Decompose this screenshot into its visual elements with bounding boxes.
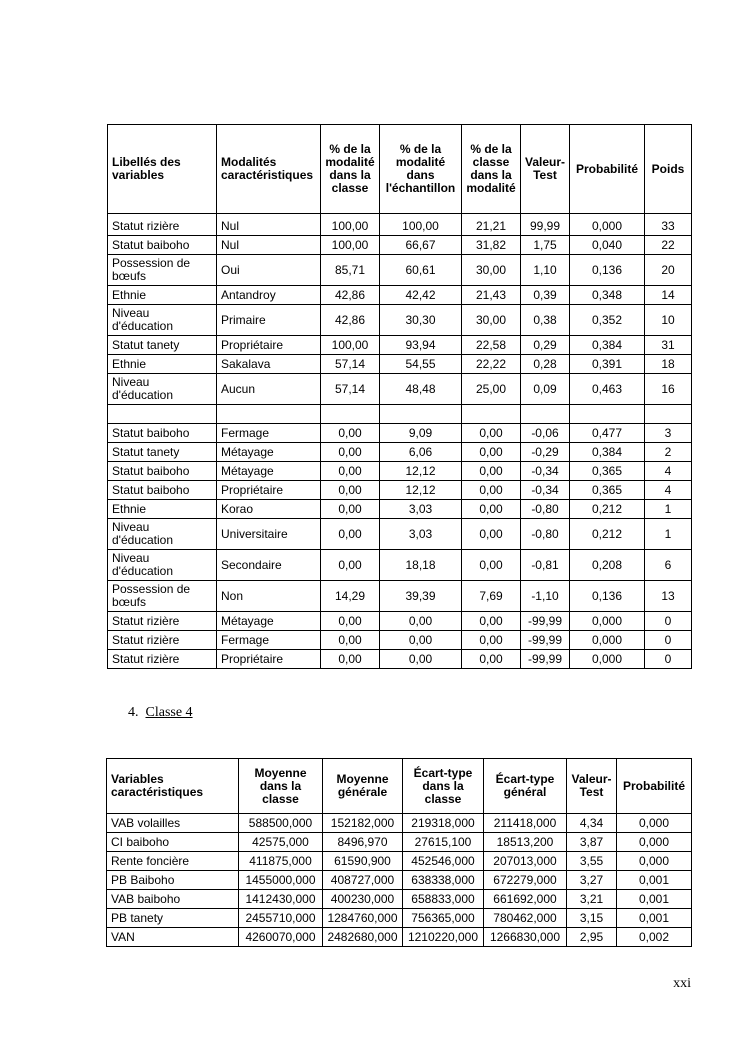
table-cell: 0,000 [570,214,645,236]
table-cell: Oui [217,255,321,286]
table-cell: -0,06 [521,424,570,443]
table-row [108,305,692,336]
table-cell: 0,391 [570,355,645,374]
table-cell: 2455710,000 [239,909,323,928]
table-cell: VAN [107,928,239,947]
table-cell: 3,27 [567,871,617,890]
table-cell: Statut baiboho [108,481,217,500]
table-row [107,928,692,947]
table-cell: 0,38 [521,305,570,336]
table-cell: 0,040 [570,236,645,255]
table-cell: PB Baiboho [107,871,239,890]
table-cell: 100,00 [321,336,380,355]
table-cell: 22,22 [462,355,521,374]
table-cell: 0,000 [617,852,692,871]
table-cell: -0,29 [521,443,570,462]
table-cell: -0,81 [521,550,570,581]
table-cell: 0,00 [462,631,521,650]
table-cell: 0,00 [321,631,380,650]
table-cell: 13 [645,581,692,612]
table-cell: Korao [217,500,321,519]
table-row [107,833,692,852]
table-row [108,612,692,631]
table-cell: 33 [645,214,692,236]
table-cell: 0,352 [570,305,645,336]
table-cell: -0,34 [521,462,570,481]
column-header: Valeur-Test [567,759,617,814]
table-cell: 0,29 [521,336,570,355]
table-cell: Possession de bœufs [108,581,217,612]
table-cell: 93,94 [380,336,462,355]
table-row [108,355,692,374]
table-cell: 0,477 [570,424,645,443]
table-cell: Sakalava [217,355,321,374]
table-cell: 18 [645,355,692,374]
table-cell: 66,67 [380,236,462,255]
table-cell: 0,000 [617,833,692,852]
spacer-row [108,405,692,424]
table-cell: VAB volailles [107,814,239,833]
table-cell: 0,00 [321,650,380,669]
table-cell: 400230,000 [323,890,403,909]
table-cell [645,405,692,424]
table-cell: Secondaire [217,550,321,581]
table-cell: 4260070,000 [239,928,323,947]
table-cell: 0,00 [380,612,462,631]
table-cell: 18,18 [380,550,462,581]
table-cell: 0,00 [462,500,521,519]
table-cell: Primaire [217,305,321,336]
table-cell: 27615,100 [403,833,484,852]
table-cell [108,405,217,424]
table-cell: 54,55 [380,355,462,374]
table-row [108,336,692,355]
table-cell: 48,48 [380,374,462,405]
table-cell: -0,80 [521,519,570,550]
table-cell: 0 [645,650,692,669]
table-cell: 0,212 [570,519,645,550]
table-row [108,443,692,462]
table-cell: 658833,000 [403,890,484,909]
table-cell: 22 [645,236,692,255]
table-cell: Aucun [217,374,321,405]
table-cell: 10 [645,305,692,336]
class-4-variables-table [106,758,692,947]
table-cell: CI baiboho [107,833,239,852]
table-cell: 0,00 [462,462,521,481]
table-cell: -1,10 [521,581,570,612]
table-cell: Antandroy [217,286,321,305]
table-cell: 0,365 [570,462,645,481]
table-cell: 0,00 [321,550,380,581]
table-cell: Statut tanety [108,443,217,462]
table-row [108,214,692,236]
table-cell: -99,99 [521,631,570,650]
column-header: Écart-type dans la classe [403,759,484,814]
table-cell: 6,06 [380,443,462,462]
table-cell: 0,39 [521,286,570,305]
table-cell: 42,42 [380,286,462,305]
column-header: % de la classe dans la modalité [462,125,521,214]
column-header: Probabilité [617,759,692,814]
table-header-row [108,125,692,214]
table-cell: Nul [217,236,321,255]
table-cell: 207013,000 [484,852,567,871]
table-cell: 57,14 [321,355,380,374]
table-cell: 756365,000 [403,909,484,928]
table-cell: 4,34 [567,814,617,833]
table-cell: 0,00 [321,424,380,443]
table-cell: Statut rizière [108,631,217,650]
table-cell: PB tanety [107,909,239,928]
table-cell: 3,15 [567,909,617,928]
table-cell: Niveau d'éducation [108,305,217,336]
table-cell: 12,12 [380,462,462,481]
table-cell: 672279,000 [484,871,567,890]
table-row [107,909,692,928]
column-header: Modalités caractéristiques [217,125,321,214]
table-cell: 219318,000 [403,814,484,833]
table-cell: 0,00 [321,500,380,519]
table-cell: 42,86 [321,305,380,336]
column-header: Écart-type général [484,759,567,814]
table-cell [321,405,380,424]
table-cell: 85,71 [321,255,380,286]
table-cell: 411875,000 [239,852,323,871]
table-cell: Universitaire [217,519,321,550]
class-3-modalities-table [107,124,692,669]
table-cell: Possession de bœufs [108,255,217,286]
table-cell: 100,00 [380,214,462,236]
table-cell: 7,69 [462,581,521,612]
table-row [108,424,692,443]
table-cell: 0,384 [570,443,645,462]
table-cell [380,405,462,424]
table-cell: Non [217,581,321,612]
table-row [108,481,692,500]
table-cell: Statut rizière [108,650,217,669]
table-cell: 0,000 [570,650,645,669]
table-cell: 1 [645,500,692,519]
table-cell: 60,61 [380,255,462,286]
table-cell: Propriétaire [217,336,321,355]
table-cell: 0,384 [570,336,645,355]
table-cell: 1266830,000 [484,928,567,947]
table-cell: 0,001 [617,909,692,928]
table-cell: 0,348 [570,286,645,305]
column-header: Libellés des variables [108,125,217,214]
table-cell: 0,136 [570,581,645,612]
table-cell: 6 [645,550,692,581]
table-cell: 30,00 [462,255,521,286]
table-row [107,871,692,890]
table-cell: Niveau d'éducation [108,374,217,405]
table-cell: 0 [645,612,692,631]
table-cell: -99,99 [521,650,570,669]
table-cell: 0,208 [570,550,645,581]
table-cell: 3,21 [567,890,617,909]
table-cell: 21,21 [462,214,521,236]
table-row [108,581,692,612]
table-row [108,236,692,255]
table-header-row [107,759,692,814]
table-row [108,519,692,550]
table-cell: 1 [645,519,692,550]
table-cell: 1,75 [521,236,570,255]
table-cell: Statut baiboho [108,236,217,255]
table-cell: 0,28 [521,355,570,374]
table-cell: 1455000,000 [239,871,323,890]
table-cell: Métayage [217,462,321,481]
table-cell: 1284760,000 [323,909,403,928]
table-row [107,852,692,871]
table-cell [570,405,645,424]
table-cell: Ethnie [108,500,217,519]
table-cell: 2,95 [567,928,617,947]
table-cell: 9,09 [380,424,462,443]
table-cell: -0,34 [521,481,570,500]
table-cell: 20 [645,255,692,286]
table-cell: 408727,000 [323,871,403,890]
table-cell: 3,03 [380,500,462,519]
table-cell: 0,463 [570,374,645,405]
table-cell: Métayage [217,612,321,631]
table-cell: 0,000 [570,631,645,650]
table-cell: 0,00 [462,612,521,631]
table-cell: 3,87 [567,833,617,852]
table-row [107,814,692,833]
table-cell: 2 [645,443,692,462]
table-cell: 22,58 [462,336,521,355]
table-cell: Nul [217,214,321,236]
table-cell: 30,00 [462,305,521,336]
table-cell: -99,99 [521,612,570,631]
table-cell: 0,000 [617,814,692,833]
table-row [108,500,692,519]
table-cell: Statut tanety [108,336,217,355]
table-cell: 211418,000 [484,814,567,833]
table-cell: VAB baiboho [107,890,239,909]
table-cell: 3,55 [567,852,617,871]
table-cell: 100,00 [321,236,380,255]
table-cell: 99,99 [521,214,570,236]
table-cell: 4 [645,481,692,500]
table-cell: 18513,200 [484,833,567,852]
table-cell: Fermage [217,631,321,650]
table-cell: 0,00 [462,650,521,669]
table-cell: 0,212 [570,500,645,519]
table-cell: 0,000 [570,612,645,631]
table-cell: Niveau d'éducation [108,550,217,581]
table-cell: 1210220,000 [403,928,484,947]
table-cell: 3 [645,424,692,443]
table-cell: 0,00 [321,612,380,631]
table-cell: 30,30 [380,305,462,336]
table-cell: Propriétaire [217,650,321,669]
section-number: 4. [128,705,139,720]
table-row [108,550,692,581]
table-cell: 452546,000 [403,852,484,871]
table-cell: 780462,000 [484,909,567,928]
table-cell: 588500,000 [239,814,323,833]
table-cell: 14 [645,286,692,305]
table-cell: 0,00 [321,519,380,550]
table-cell: Statut baiboho [108,424,217,443]
table-cell: Statut baiboho [108,462,217,481]
table-cell: 31,82 [462,236,521,255]
table-cell: 638338,000 [403,871,484,890]
column-header: Moyenne générale [323,759,403,814]
table-cell: 8496,970 [323,833,403,852]
table-cell: 0,00 [321,462,380,481]
table-cell: 0,136 [570,255,645,286]
table-cell: 42575,000 [239,833,323,852]
table-row [108,631,692,650]
table-cell: 152182,000 [323,814,403,833]
table-cell: 0,00 [462,550,521,581]
table-row [107,890,692,909]
table-cell: 0,001 [617,890,692,909]
table-cell: 12,12 [380,481,462,500]
table-cell: 0 [645,631,692,650]
table-cell: 0,00 [462,481,521,500]
table-cell: 0,00 [462,519,521,550]
column-header: Probabilité [570,125,645,214]
table-cell: 0,002 [617,928,692,947]
table-row [108,286,692,305]
table-cell: 0,001 [617,871,692,890]
table-cell: 4 [645,462,692,481]
table-cell: 0,00 [462,424,521,443]
table-cell: 0,00 [380,631,462,650]
table-cell: 0,00 [380,650,462,669]
table-cell: 0,365 [570,481,645,500]
table-cell: 14,29 [321,581,380,612]
table-cell: Métayage [217,443,321,462]
table-cell: Statut rizière [108,214,217,236]
column-header: Poids [645,125,692,214]
table-cell: 1,10 [521,255,570,286]
table-cell: Ethnie [108,355,217,374]
table-cell: 25,00 [462,374,521,405]
table-cell: 0,00 [321,443,380,462]
table-cell: 661692,000 [484,890,567,909]
table-cell [462,405,521,424]
table-row [108,462,692,481]
table-cell: 3,03 [380,519,462,550]
table-cell: Propriétaire [217,481,321,500]
table-cell: Fermage [217,424,321,443]
table-cell [217,405,321,424]
column-header: Valeur-Test [521,125,570,214]
table-cell: 57,14 [321,374,380,405]
table-cell: 31 [645,336,692,355]
column-header: Moyenne dans la classe [239,759,323,814]
section-title: Classe 4 [145,705,193,720]
column-header: % de la modalité dans la classe [321,125,380,214]
table-cell: 100,00 [321,214,380,236]
table-cell: 2482680,000 [323,928,403,947]
table-cell: 1412430,000 [239,890,323,909]
table-cell: 39,39 [380,581,462,612]
table-cell: Niveau d'éducation [108,519,217,550]
table-cell: 61590,900 [323,852,403,871]
table-cell: 0,00 [321,481,380,500]
page-number: xxi [673,976,691,991]
table-cell: 0,09 [521,374,570,405]
table-row [108,255,692,286]
table-cell: Statut rizière [108,612,217,631]
table-row [108,374,692,405]
table-cell [521,405,570,424]
table-cell: Rente foncière [107,852,239,871]
table-cell: 16 [645,374,692,405]
table-cell: 42,86 [321,286,380,305]
table-cell: Ethnie [108,286,217,305]
table-row [108,650,692,669]
column-header: % de la modalité dans l'échantillon [380,125,462,214]
table-cell: -0,80 [521,500,570,519]
table-cell: 21,43 [462,286,521,305]
table-cell: 0,00 [462,443,521,462]
section-heading [128,705,193,721]
column-header: Variables caractéristiques [107,759,239,814]
